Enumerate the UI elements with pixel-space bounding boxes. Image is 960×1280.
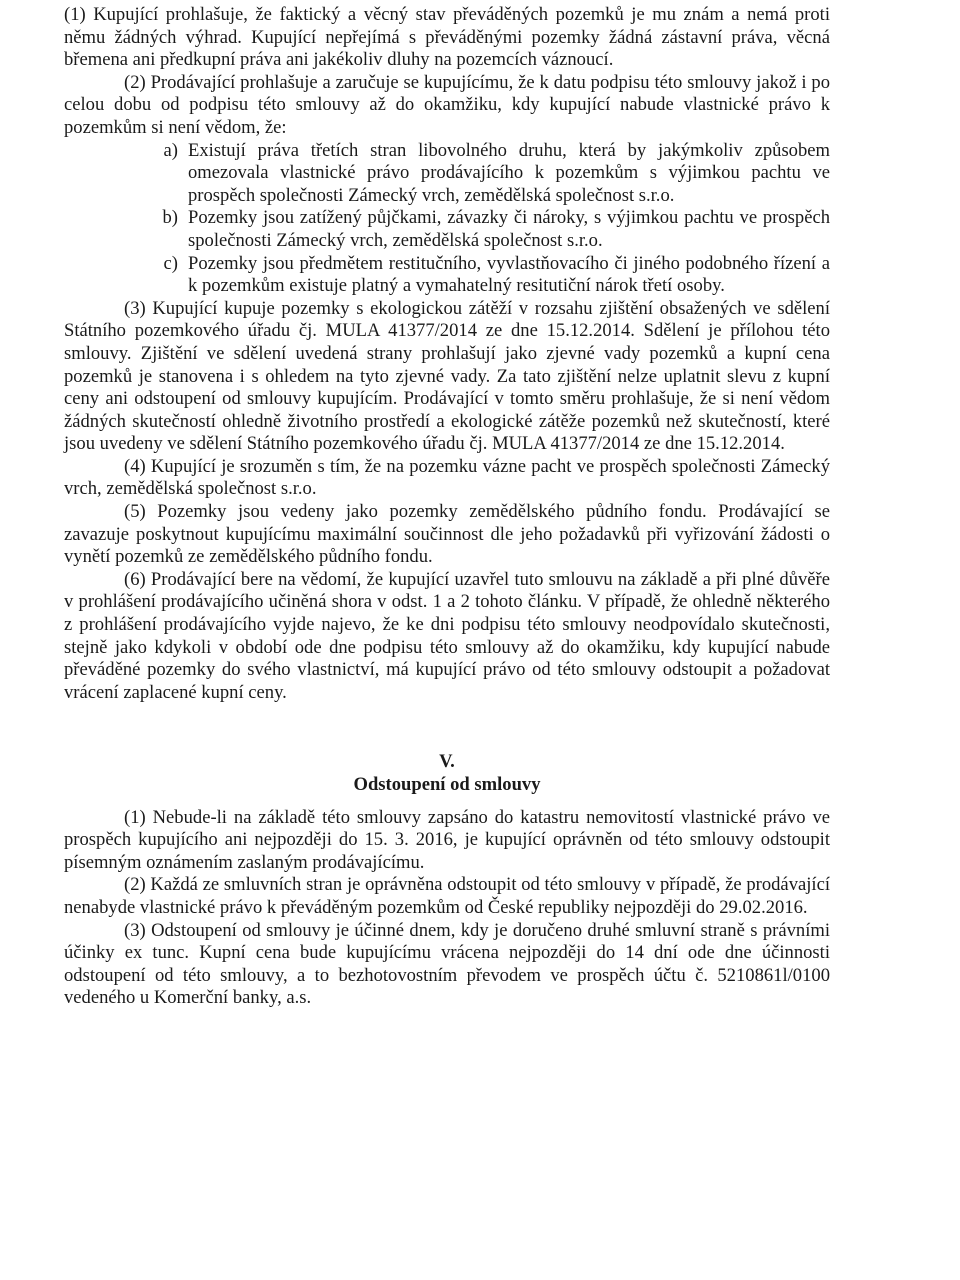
list-marker: c)	[163, 252, 178, 274]
paragraph-4-5: (5) Pozemky jsou vedeny jako pozemky zemědělského půdního fondu. Prodávající se zavazuje poskytnout kupujícímu maximální součinnost dle jeho požadavků při vyřizování žádosti o vynětí pozemků ze zemědělského půdního fondu.	[64, 501, 830, 568]
list-item-text: Pozemky jsou zatížený půjčkami, závazky či nároky, s výjimkou pachtu ve prospěch společnosti Zámecký vrch, zemědělská společnost s.r.o.	[188, 207, 830, 251]
list-marker: a)	[163, 139, 178, 161]
list-item	[64, 140, 830, 208]
paragraph-4-1: (1) Kupující prohlašuje, že faktický a věcný stav převáděných pozemků je mu znám a nemá proti němu žádných výhrad. Kupující nepřejímá s převáděnými pozemky žádná zástavní práva, věcná břemena ani předkupní práva ani jakékoliv dluhy na pozemcích váznoucí.	[64, 4, 830, 71]
list-marker: b)	[162, 207, 178, 229]
paragraph-5-1: (1) Nebude-li na základě této smlouvy zapsáno do katastru nemovitostí vlastnické právo ve prospěch kupujícího ani nejpozději do 15. 3. 2016, je kupující oprávněn od této smlouvy odstoupit písemným oznámením zaslaným prodávajícímu.	[64, 806, 830, 873]
list-item	[64, 253, 830, 298]
paragraph-5-2: (2) Každá ze smluvních stran je oprávněna odstoupit od této smlouvy v případě, že prodávající nenabyde vlastnické právo k převáděným pozemkům od České republiky nejpozději do 29.02.2016.	[64, 874, 830, 918]
list-item-text: Pozemky jsou předmětem restitučního, vyvlastňovacího či jiného podobného řízení a k pozemkům existuje platný a vymahatelný resitutiční nárok třetí osoby.	[188, 252, 830, 297]
list-item-text: Existují práva třetích stran libovolného druhu, která by jakýmkoliv způsobem omezovala vlastnické právo prodávajícího k pozemkům s výjimkou pachtu ve prospěch společnosti Zámecký vrch, zemědělská společnost s.r.o.	[188, 139, 830, 206]
paragraph-4-3: (3) Kupující kupuje pozemky s ekologickou zátěží v rozsahu zjištění obsažených ve sdělení Státního pozemkového úřadu čj. MULA 41377/2014 ze dne 15.12.2014. Sdělení je přílohou této smlouvy. Zjištění ve sdělení uvedená strany prohlašují jako zjevné vady pozemků a kupní cena pozemků je stanovena i s ohledem na tyto zjevné vady. Za tato zjištění nelze uplatnit slevu z kupní ceny ani odstoupení od smlouvy kupujícím. Prodávající v tomto směru prohlašuje, že si není vědom žádných skutečností ohledně životního prostředí a ekologické zátěže pozemků než skutečností, které jsou uvedeny ve sdělení Státního pozemkového úřadu čj. MULA 41377/2014 ze dne 15.12.2014.	[64, 297, 830, 455]
section-number: V.	[439, 751, 455, 773]
paragraph-4-4: (4) Kupující je srozuměn s tím, že na pozemku vázne pacht ve prospěch společnosti Zámecký vrch, zemědělská společnost s.r.o.	[64, 455, 830, 500]
paragraph-5-3: (3) Odstoupení od smlouvy je účinné dnem, kdy je doručeno druhé smluvní straně s právními účinky ex tunc. Kupní cena bude kupujícímu vrácena nejpozději do 14 dní ode dne účinnosti odstoupení od této smlouvy, a to bezhotovostním převodem ve prospěch účtu č. 5210861l/0100 vedeného u Komerční banky, a.s.	[64, 919, 830, 1009]
paragraph-4-2: (2) Prodávající prohlašuje a zaručuje se kupujícímu, že k datu podpisu této smlouvy jakož i po celou dobu od podpisu této smlouvy až do okamžiku, kdy kupující nabude vlastnické právo k pozemkům si není vědom, že:	[64, 71, 830, 138]
section-title: Odstoupení od smlouvy	[353, 774, 541, 795]
paragraph-4-6: (6) Prodávající bere na vědomí, že kupující uzavřel tuto smlouvu na základě a při plné důvěře v prohlášení prodávajícího učiněná shora v odst. 1 a 2 tohoto článku. V případě, že ohledně některého z prohlášení prodávajícího vyjde najevo, že ke dni podpisu této smlouvy neodpovídalo skutečnosti, stejně jako kdykoli v období ode dne podpisu této smlouvy až do okamžiku, kdy kupující nabude převáděné pozemky do svého vlastnictví, má kupující právo od této smlouvy odstoupit a požadovat vrácení zaplacené kupní ceny.	[64, 568, 830, 703]
section-spacer	[64, 797, 830, 807]
list-item	[64, 207, 830, 252]
section-spacer	[64, 704, 830, 751]
paragraph-4-2-list	[64, 140, 830, 298]
